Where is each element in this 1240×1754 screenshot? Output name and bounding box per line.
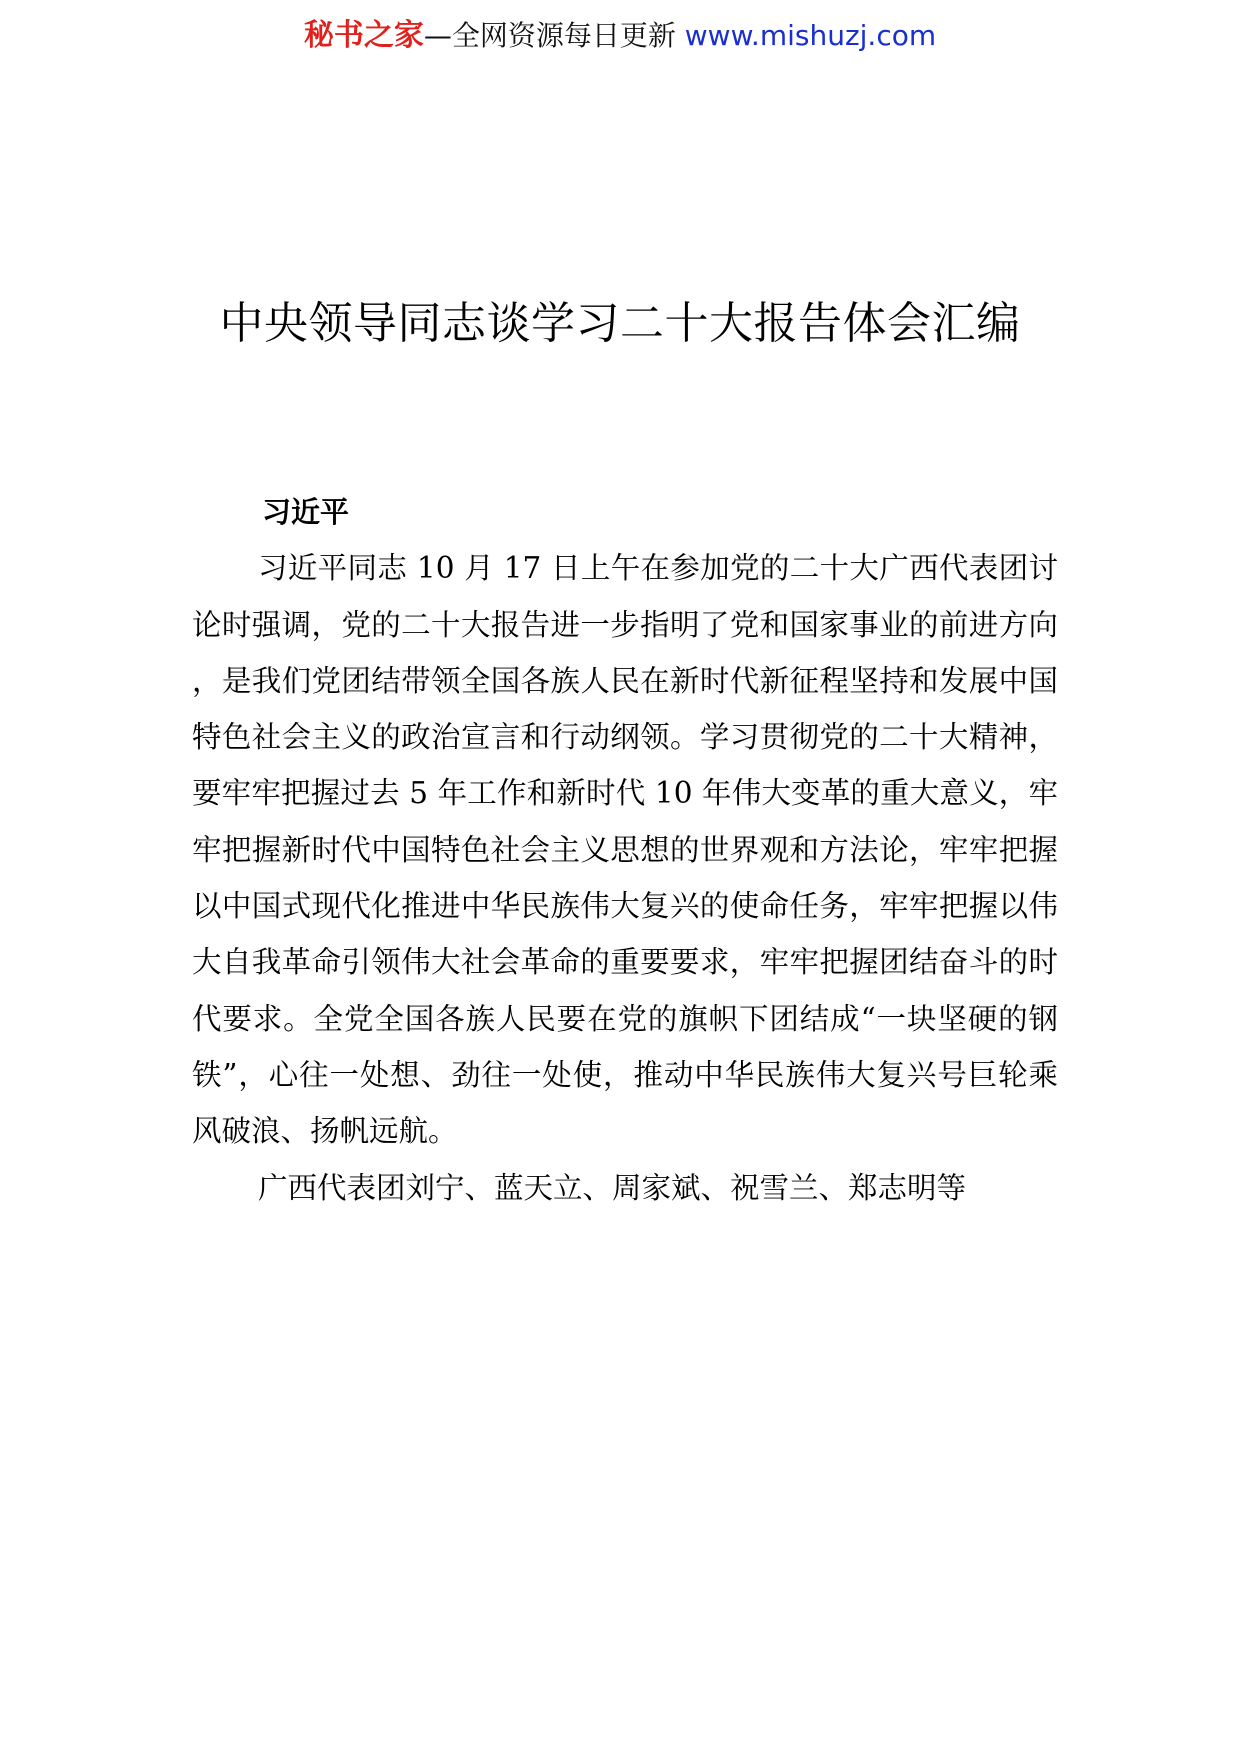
header-separator: — [423,19,452,52]
body-paragraph-1: 习近平同志 10 月 17 日上午在参加党的二十大广西代表团讨论时强调，党的二十大报告进一步指明了党和国家事业的前进方向，是我们党团结带领全国各族人民在新时代新征程坚持和发展中国特色社会主义的政治宣言和行动纲领。学习贯彻党的二十大精神，要牢牢把握过去 5 年工作和新时代 10 年伟大变革的重大意义，牢牢把握新时代中国特色社会主义思想的世界观和方法论，牢牢把握以中国式现代化推进中华民族伟大复兴的使命任务，牢牢把握以伟大自我革命引领伟大社会革命的重要要求，牢牢把握团结奋斗的时代要求。全党全国各族人民要在党的旗帜下团结成“一块坚硬的钢铁”，心往一处想、劲往一处使，推动中华民族伟大复兴号巨轮乘风破浪、扬帆远航。 [192,551,1058,1149]
site-url-link[interactable]: www.mishuzj.com [684,19,937,52]
site-brand: 秘书之家 [303,18,424,53]
section-speaker-name: 习近平 [262,495,350,529]
document-title: 中央领导同志谈学习二十大报告体会汇编 [219,298,1021,349]
body-paragraph-2: 广西代表团刘宁、蓝天立、周家斌、祝雪兰、郑志明等 [258,1170,967,1205]
site-header [0,12,1240,60]
header-slogan: 全网资源每日更新 [451,19,676,52]
document-body [192,484,1058,1216]
